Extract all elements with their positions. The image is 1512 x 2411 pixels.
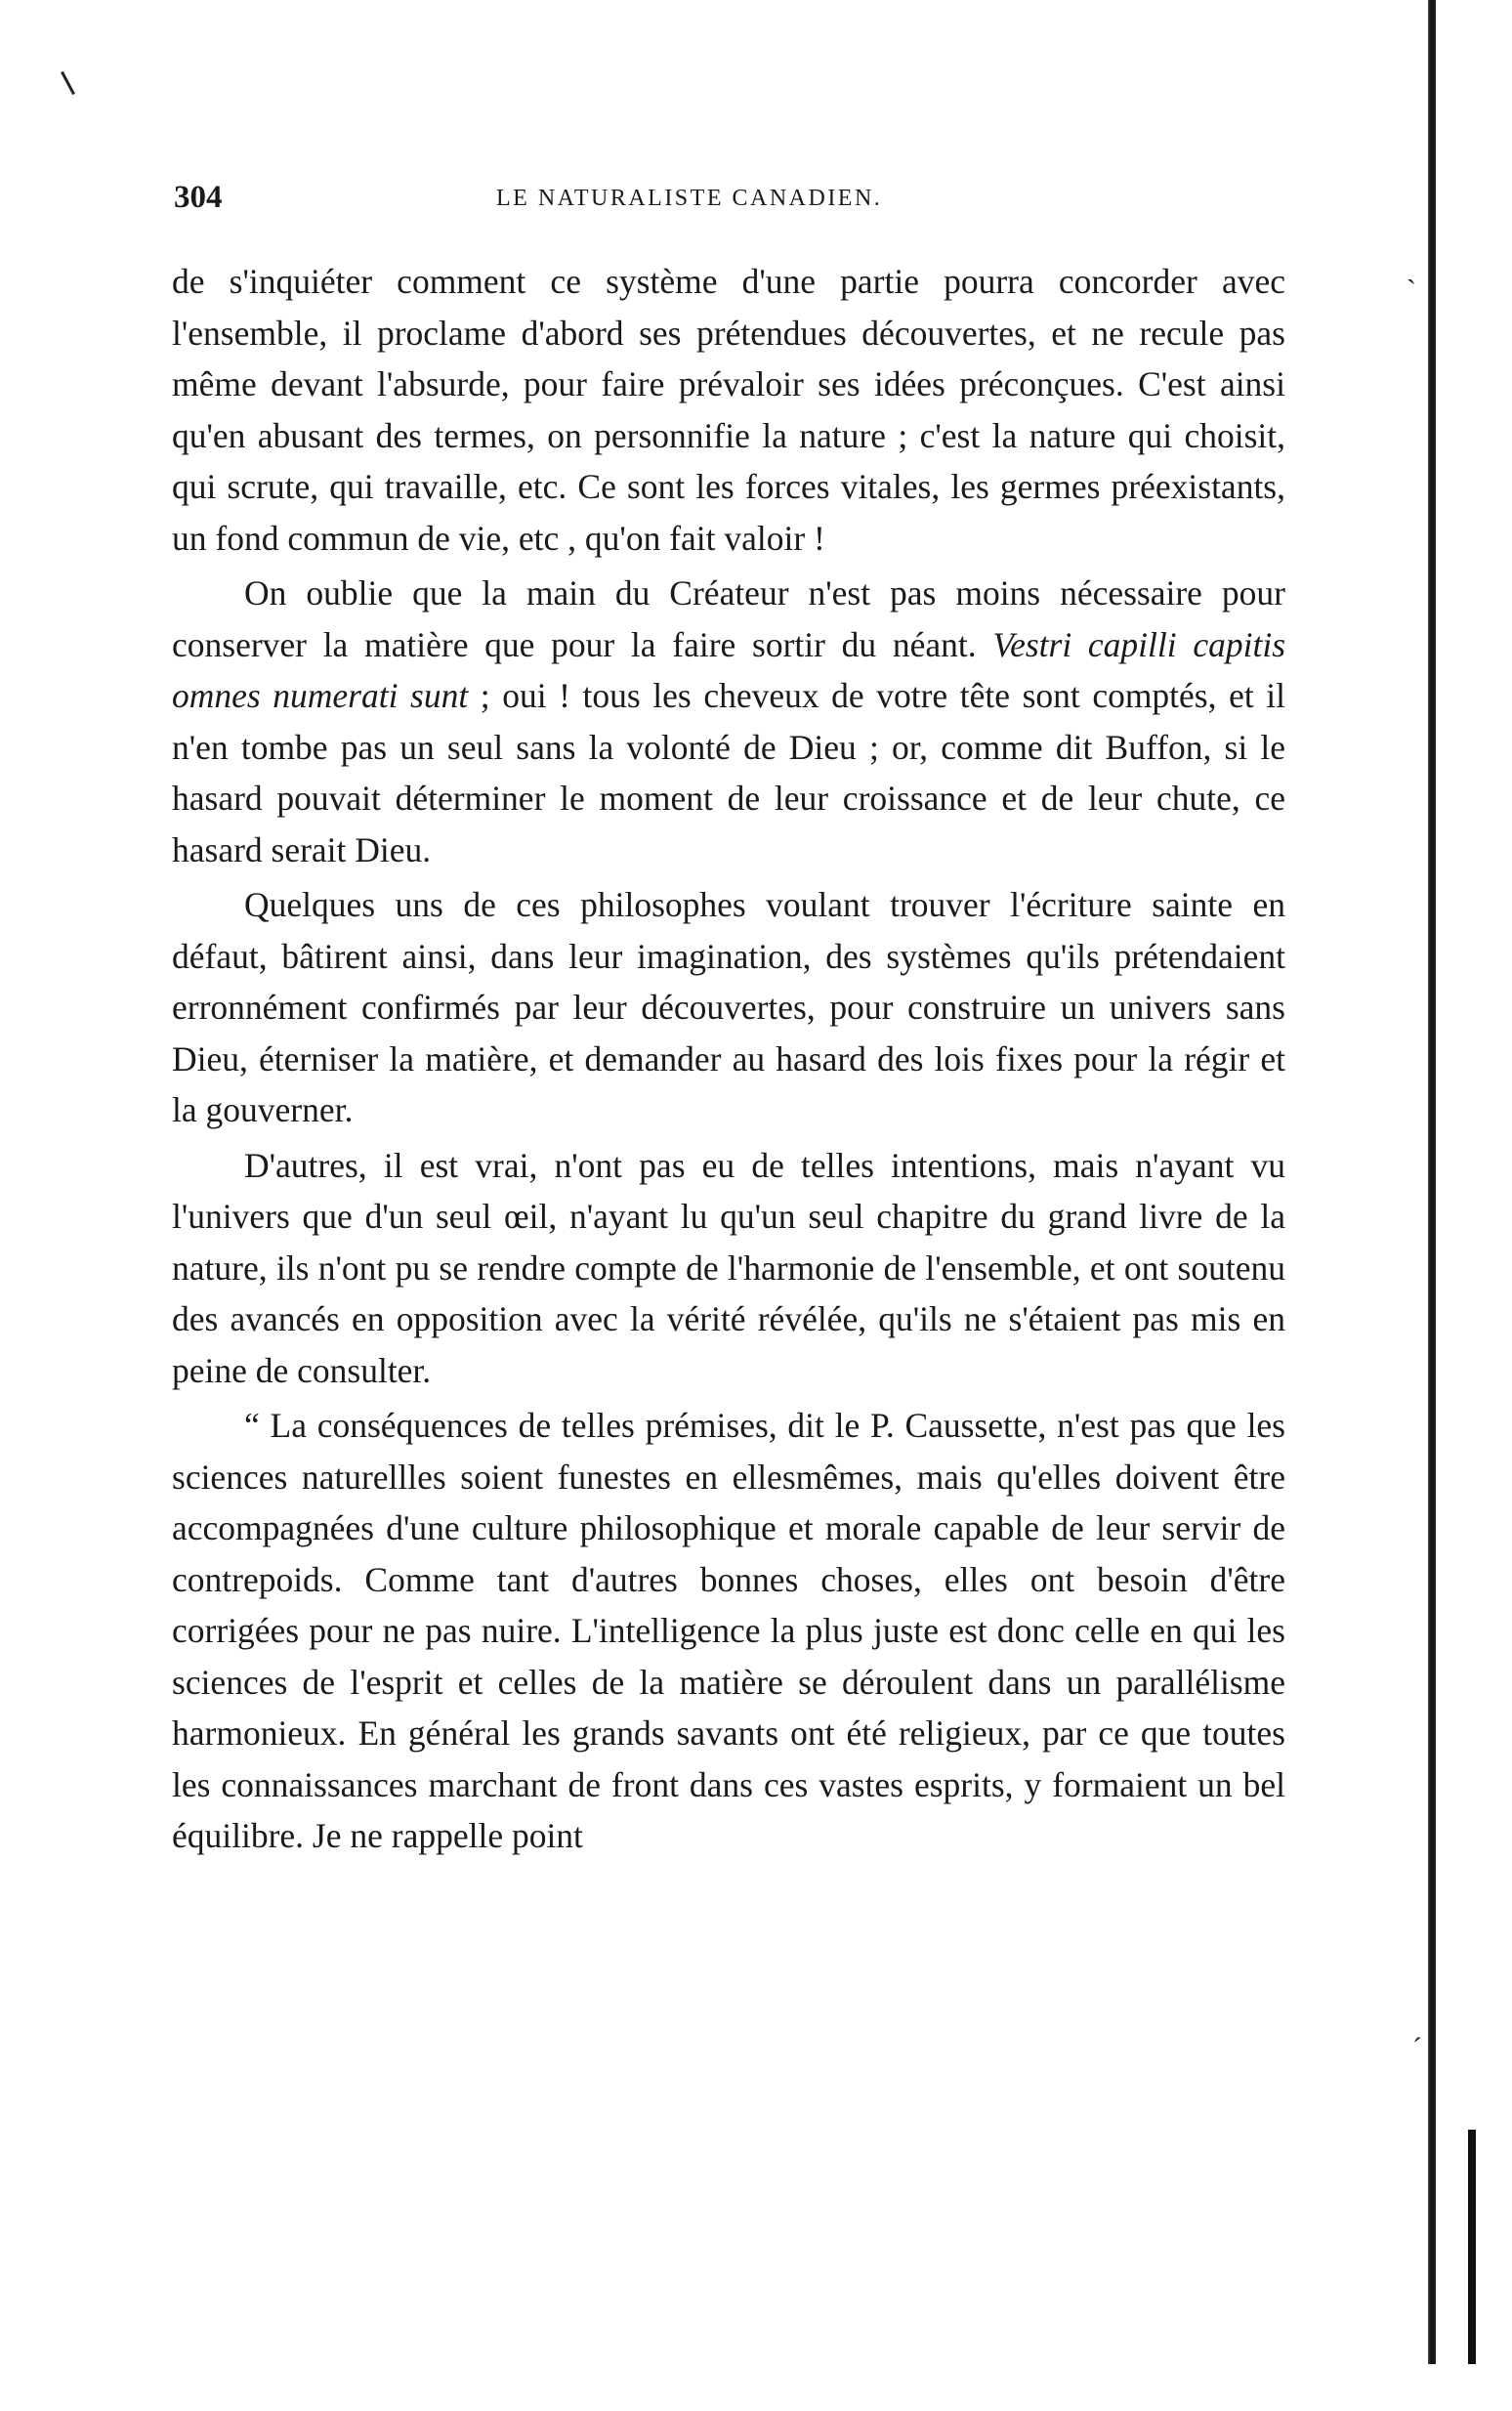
paragraph: “ La conséquences de telles prémises, dit le P. Caussette, n'est pas que les sciences naturellles soient funestes en ellesmêmes, mais qu'elles doivent être accompagnées d'une culture philosophique et morale capable de leur servir de contrepoids. Comme tant d'autres bonnes choses, elles ont besoin d'être corrigées pour ne pas nuire. L'intelligence la plus juste est donc celle en qui les sciences de l'esprit et celles de la matière se déroulent dans un parallélisme harmonieux. En général les grands savants ont été religieux, par ce que toutes les connaissances marchant de front dans ces vastes esprits, y formaient un bel équilibre. Je ne rappelle point bbox=[172, 1406, 1285, 1855]
page-edge-shadow-lower bbox=[1468, 2130, 1476, 2364]
latin-quotation: Vestri capilli capitis omnes numerati sunt bbox=[172, 624, 1286, 715]
paragraph: D'autres, il est vrai, n'ont pas eu de telles intentions, mais n'ayant vu l'univers que d'un seul œil, n'ayant lu qu'un seul chapitre du grand livre de la nature, ils n'ont pu se rendre compte de l'harmonie de l'ensemble, et ont soutenu des avancés en opposition avec la vérité révélée, qu'ils ne s'étaient pas mis en peine de consulter. bbox=[172, 1145, 1285, 1390]
page-number: 304 bbox=[174, 180, 223, 215]
paragraph-text: On oublie que la main du Créateur n'est pas moins nécessaire pour conserver la matière que pour la faire sortir du néant. bbox=[172, 573, 1285, 664]
margin-ink-mark: ˏ bbox=[1407, 252, 1416, 284]
paragraph: Quelques uns de ces philosophes voulant trouver l'écriture sainte en défaut, bâtirent ainsi, dans leur imagination, des systèmes qu'ils prétendaient erronnément confirmés par leur découvertes, pour construire un univers sans Dieu, éterniser la matière, et demander au hasard des lois fixes pour la régir et la gouverner. bbox=[172, 885, 1285, 1129]
page-edge-shadow bbox=[1428, 0, 1436, 2364]
running-head bbox=[174, 180, 1287, 225]
body-text bbox=[172, 256, 1285, 1862]
stray-ink-mark bbox=[61, 71, 75, 95]
margin-ink-mark: ˊ bbox=[1412, 2032, 1422, 2064]
paragraph: de s'inquiéter comment ce système d'une partie pourra concorder avec l'ensemble, il proclame d'abord ses prétendues découvertes, et ne recule pas même devant l'absurde, pour faire prévaloir ses idées préconçues. C'est ainsi qu'en abusant des termes, on personnifie la nature ; c'est la nature qui choisit, qui scrute, qui travaille, etc. Ce sont les forces vitales, les germes préexistants, un fond commun de vie, etc , qu'on fait valoir ! bbox=[172, 262, 1285, 558]
journal-title: LE NATURALISTE CANADIEN. bbox=[496, 186, 883, 211]
paragraph-text: ; oui ! tous les cheveux de votre tête sont comptés, et il n'en tombe pas un seul sans la volonté de Dieu ; or, comme dit Buffon, si le hasard pouvait déterminer le moment de leur croissance et de leur chute, ce hasard serait Dieu. bbox=[172, 676, 1285, 869]
paragraph bbox=[172, 568, 1285, 875]
